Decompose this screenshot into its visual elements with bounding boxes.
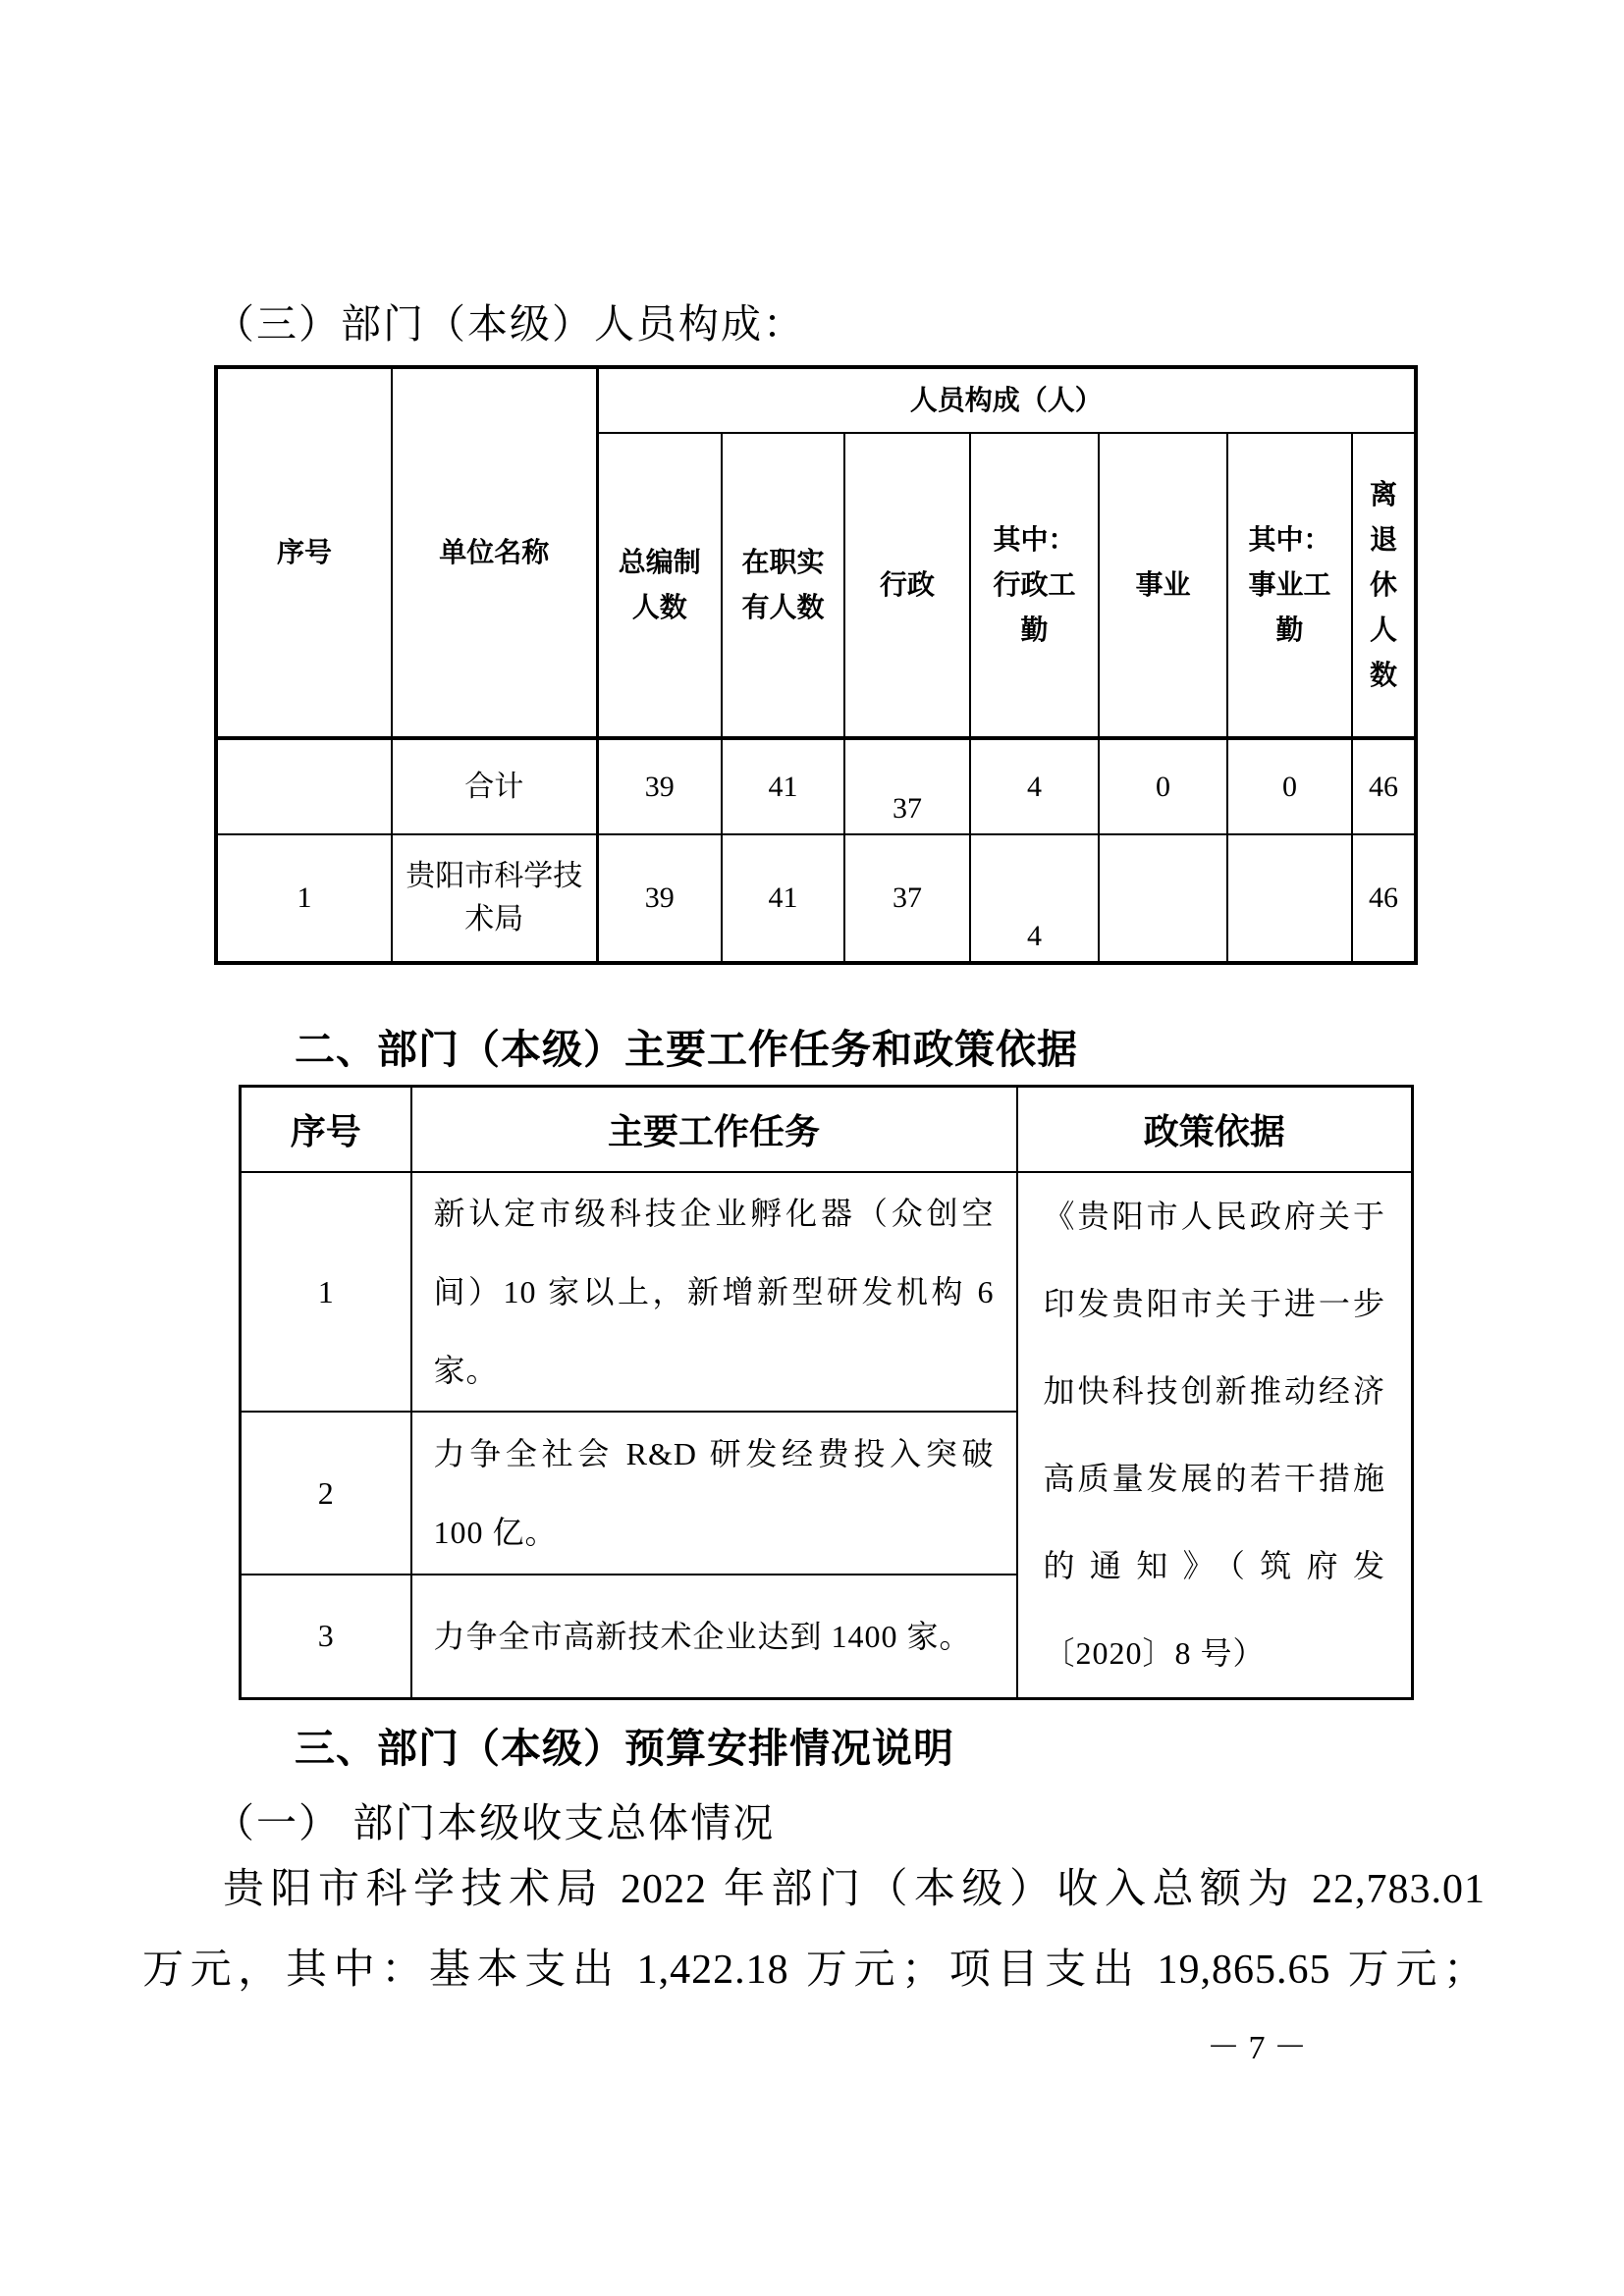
total-value-cell: 0 [1099, 738, 1227, 834]
unit-value-cell: 4 [970, 834, 1099, 963]
total-value-cell: 0 [1227, 738, 1352, 834]
seq-header-cell: 序号 [216, 367, 392, 738]
task-text-cell: 新认定市级科技企业孵化器（众创空间）10 家以上，新增新型研发机构 6 家。 [411, 1172, 1017, 1412]
personnel-total-row [216, 738, 1416, 834]
header-total-staff: 总编制人数 [597, 433, 722, 738]
total-value-cell: 4 [970, 738, 1099, 834]
task-seq-cell: 1 [241, 1172, 411, 1412]
personnel-unit-row [216, 834, 1416, 963]
personnel-section-heading: （三）部门（本级）人员构成： [214, 301, 805, 347]
task-row [241, 1172, 1413, 1412]
personnel-header-row-1 [216, 367, 1416, 433]
policy-basis-cell: 《贵阳市人民政府关于印发贵阳市关于进一步加快科技创新推动经济高质量发展的若干措施的通知》（筑府发〔2020〕8 号） [1017, 1172, 1413, 1699]
personnel-group-header-cell: 人员构成（人） [597, 367, 1416, 433]
header-institution: 事业 [1099, 433, 1227, 738]
unit-value-cell [1099, 834, 1227, 963]
unit-header-cell: 单位名称 [392, 367, 597, 738]
tasks-section-heading: 二、部门（本级）主要工作任务和政策依据 [295, 1027, 1078, 1072]
unit-seq-cell: 1 [216, 834, 392, 963]
tasks-task-header: 主要工作任务 [411, 1087, 1017, 1173]
task-text-cell: 力争全市高新技术企业达到 1400 家。 [411, 1575, 1017, 1699]
unit-value-cell [1227, 834, 1352, 963]
header-retired: 离退休人数 [1352, 433, 1416, 738]
task-text-cell: 力争全社会 R&D 研发经费投入突破 100 亿。 [411, 1412, 1017, 1575]
total-value-cell: 39 [597, 738, 722, 834]
unit-value-cell: 39 [597, 834, 722, 963]
header-admin-logistics: 其中：行政工勤 [970, 433, 1099, 738]
paragraph-line: 万元，其中：基本支出 1,422.18 万元；项目支出 19,865.65 万元； [142, 1948, 1486, 1993]
personnel-table [214, 365, 1418, 965]
budget-section-heading: 三、部门（本级）预算安排情况说明 [295, 1726, 954, 1771]
tasks-seq-header: 序号 [241, 1087, 411, 1173]
total-unit-cell: 合计 [392, 738, 597, 834]
total-value-cell: 46 [1352, 738, 1416, 834]
header-admin: 行政 [844, 433, 970, 738]
tasks-table [239, 1085, 1414, 1700]
total-seq-cell [216, 738, 392, 834]
total-value-cell: 41 [722, 738, 844, 834]
task-seq-cell: 3 [241, 1575, 411, 1699]
page-number: － 7 － [1207, 2030, 1307, 2066]
tasks-header-row [241, 1087, 1413, 1173]
task-seq-cell: 2 [241, 1412, 411, 1575]
budget-subsection-heading: （一） 部门本级收支总体情况 [214, 1800, 776, 1845]
budget-paragraph [142, 1849, 1486, 2010]
unit-value-cell: 41 [722, 834, 844, 963]
total-value-cell: 37 [844, 738, 970, 834]
unit-name-cell: 贵阳市科学技术局 [392, 834, 597, 963]
unit-value-cell: 46 [1352, 834, 1416, 963]
unit-value-cell: 37 [844, 834, 970, 963]
header-institution-logistics: 其中：事业工勤 [1227, 433, 1352, 738]
header-active-staff: 在职实有人数 [722, 433, 844, 738]
tasks-policy-header: 政策依据 [1017, 1087, 1413, 1173]
paragraph-line: 贵阳市科学技术局 2022 年部门（本级）收入总额为 22,783.01 [223, 1867, 1486, 1912]
